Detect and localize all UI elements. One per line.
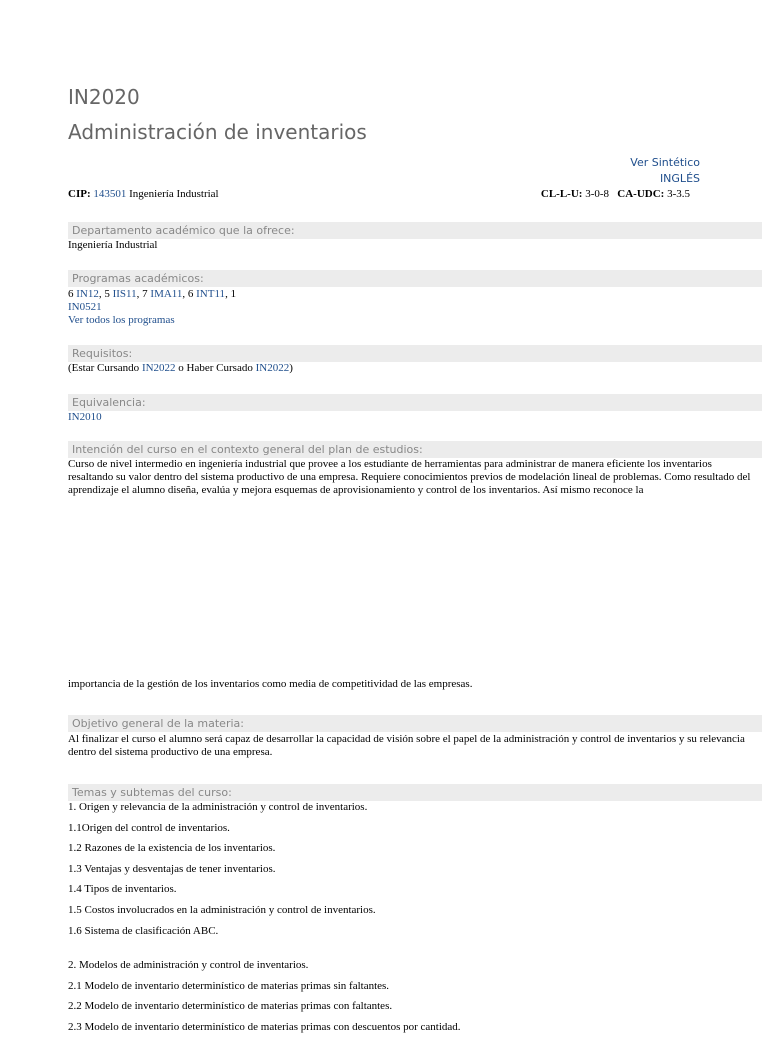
program-count: 6 bbox=[68, 288, 74, 300]
caudc-value: 3-3.5 bbox=[667, 188, 690, 200]
see-all-programs-link[interactable]: Ver todos los programas bbox=[68, 314, 175, 326]
requirements-header: Requisitos: bbox=[68, 345, 762, 362]
topic-item: 2.3 Modelo de inventario determinístico de materias primas con descuentos por cantidad. bbox=[68, 1020, 461, 1033]
topic-spacer bbox=[68, 945, 754, 959]
topic-item: 1.6 Sistema de clasificación ABC. bbox=[68, 924, 219, 937]
requirements-text: o Haber Cursado bbox=[175, 362, 256, 374]
programs-header: Programas académicos: bbox=[68, 270, 762, 287]
cip-code-link[interactable]: 143501 bbox=[93, 188, 127, 200]
program-count: 1 bbox=[230, 288, 237, 300]
program-link-ima11[interactable]: IMA11 bbox=[150, 288, 183, 300]
synthetic-view-link[interactable]: Ver Sintético bbox=[630, 156, 700, 169]
program-count: 5 bbox=[104, 288, 110, 300]
objective-header: Objetivo general de la materia: bbox=[68, 715, 762, 732]
program-link-in12[interactable]: IN12 bbox=[76, 288, 99, 300]
topic-item: 2.2 Modelo de inventario determinístico de materias primas con faltantes. bbox=[68, 1000, 393, 1013]
cip-label: CIP: bbox=[68, 188, 91, 200]
requirements-value bbox=[68, 362, 754, 375]
requirements-text: (Estar Cursando bbox=[68, 362, 142, 374]
objective-text: Al finalizar el curso el alumno será capaz de desarrollar la capacidad de visión sobre el papel de la administración y control de inventarios y su relevancia dentro del sistema productivo de una empresa. bbox=[68, 733, 745, 758]
topics-header: Temas y subtemas del curso: bbox=[68, 784, 762, 801]
view-links bbox=[630, 155, 700, 187]
requirement-course-link[interactable]: IN2022 bbox=[141, 362, 176, 374]
intention-continuation: importancia de la gestión de los inventarios como media de competitividad de las empresas. bbox=[68, 678, 473, 690]
topics-list bbox=[68, 801, 754, 1042]
equivalence-value bbox=[68, 411, 754, 424]
program-count: 6 bbox=[187, 288, 194, 300]
intention-paragraph: Curso de nivel intermedio en ingeniería industrial que provee a los estudiante de herramientas para administrar de manera eficiente los inventarios resaltando su valor dentro del sistema productivo de una empresa. Requiere conocimientos previos de modelación lineal de problemas. Como resultado del aprendizaje el alumno diseña, evalúa y mejora esquemas de aprovisionamiento y control de los inventarios. Así mismo reconoce la bbox=[68, 458, 751, 496]
topic-item: 2.1 Modelo de inventario determinístico de materias primas sin faltantes. bbox=[68, 979, 390, 992]
topic-item: 1.2 Razones de la existencia de los inventarios. bbox=[68, 842, 276, 855]
topic-item: 1. Origen y relevancia de la administración y control de inventarios. bbox=[68, 801, 368, 813]
course-title: Administración de inventarios bbox=[68, 120, 367, 144]
intention-header: Intención del curso en el contexto general del plan de estudios: bbox=[68, 441, 762, 458]
credits bbox=[541, 188, 690, 200]
programs-list: 6 IN12, 5 IIS11, 7 IMA11, 6 INT11, 1 IN0521 Ver todos los programas bbox=[68, 288, 237, 326]
cip-name: Ingeniería Industrial bbox=[129, 188, 219, 200]
cllu-value: 3-0-8 bbox=[585, 188, 610, 200]
english-link[interactable]: INGLÉS bbox=[659, 172, 700, 185]
program-link-iis11[interactable]: IIS11 bbox=[112, 288, 137, 300]
requirement-course-link[interactable]: IN2022 bbox=[255, 362, 290, 374]
topic-item: 1.3 Ventajas y desventajas de tener inventarios. bbox=[68, 862, 276, 875]
cllu-label: CL-L-U: bbox=[540, 188, 583, 200]
program-link-in0521[interactable]: IN0521 bbox=[68, 301, 102, 313]
program-link-int11[interactable]: INT11 bbox=[196, 288, 226, 300]
topic-item: 1.1Origen del control de inventarios. bbox=[68, 821, 230, 834]
intention-text bbox=[68, 458, 754, 498]
department-header: Departamento académico que la ofrece: bbox=[68, 222, 762, 239]
caudc-label: CA-UDC: bbox=[617, 188, 665, 200]
requirements-text: ) bbox=[289, 362, 293, 374]
department-value: Ingeniería Industrial bbox=[68, 239, 158, 251]
course-code: IN2020 bbox=[68, 85, 140, 109]
equivalence-header: Equivalencia: bbox=[68, 394, 762, 411]
topic-item: 2. Modelos de administración y control de inventarios. bbox=[68, 959, 309, 972]
topic-item: 1.5 Costos involucrados en la administración y control de inventarios. bbox=[68, 903, 376, 916]
topic-item: 1.4 Tipos de inventarios. bbox=[68, 883, 177, 896]
program-count: 7 bbox=[142, 288, 148, 300]
equivalence-course-link[interactable]: IN2010 bbox=[68, 411, 102, 423]
cip-row bbox=[68, 188, 700, 204]
